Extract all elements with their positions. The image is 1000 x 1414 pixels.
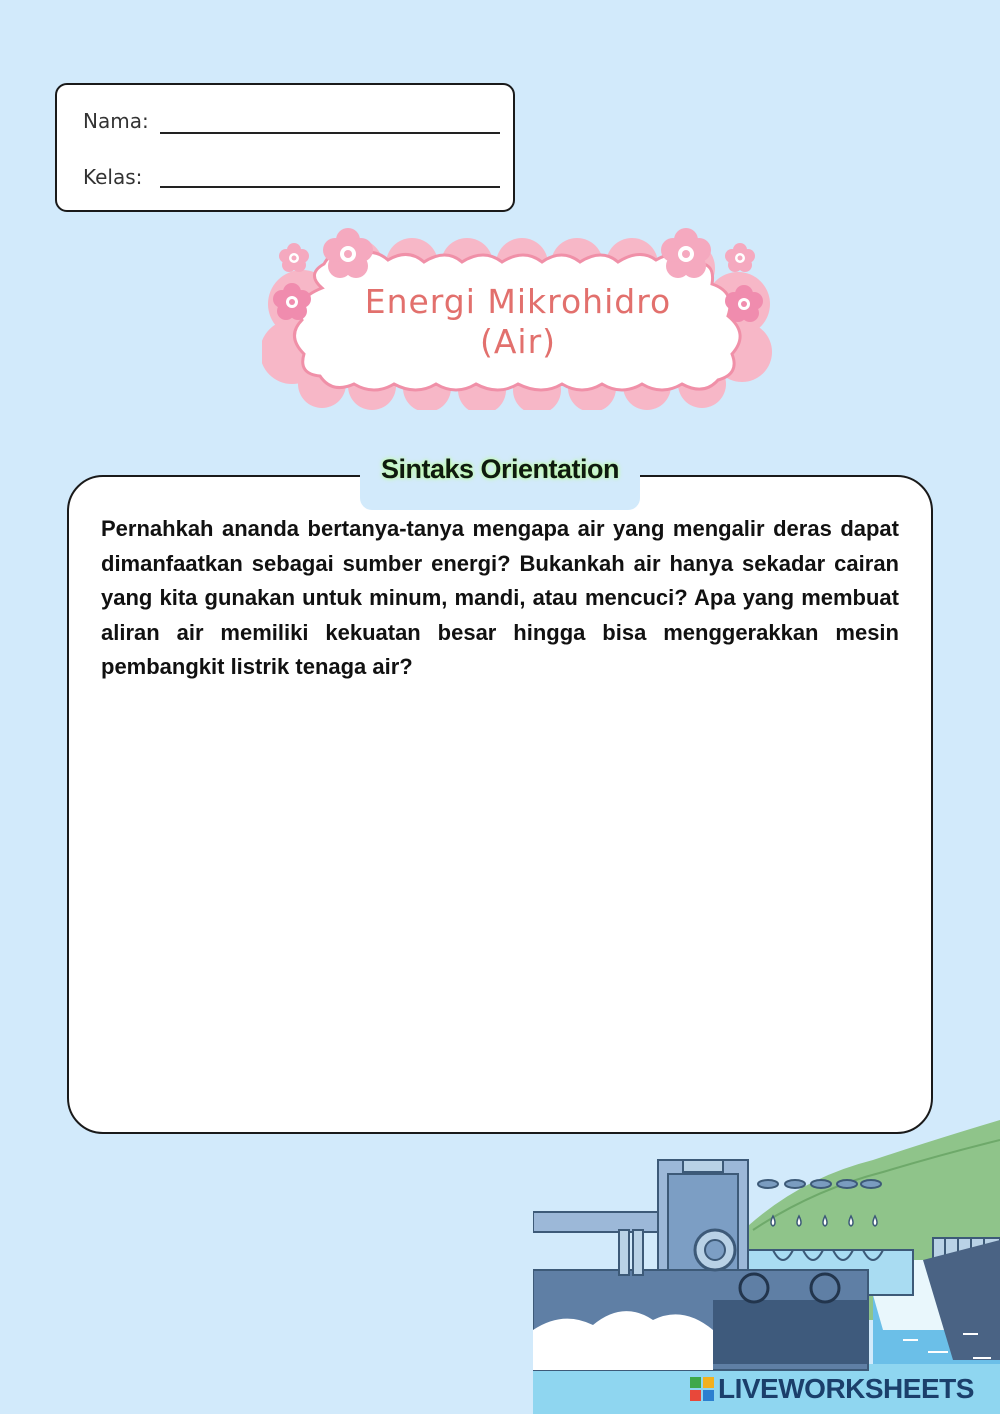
name-input-line[interactable] — [160, 132, 500, 134]
student-info-box — [55, 83, 515, 212]
section-heading: Sintaks Orientation — [380, 454, 620, 484]
brand-name: LIVEWORKSHEETS — [718, 1373, 974, 1404]
class-label: Kelas: — [83, 165, 143, 189]
name-label: Nama: — [83, 109, 149, 133]
orientation-paragraph: Pernahkah ananda bertanya-tanya mengapa air yang mengalir deras dapat dimanfaatkan sebagai sumber energi? Bukankah air hanya sekadar cairan yang kita gunakan untuk minum, mandi, atau mencuci? Apa yang membuat aliran air memiliki kekuatan besar hingga bisa menggerakkan mesin pembangkit listrik tenaga air? — [101, 516, 899, 679]
title-line-1: Energi Mikrohidro — [364, 282, 672, 321]
title-line-2: (Air) — [479, 322, 557, 361]
liveworksheets-brand[interactable] — [690, 1372, 974, 1406]
worksheet-title — [322, 282, 714, 362]
hydropower-plant-illustration — [533, 1120, 1000, 1414]
class-input-line[interactable] — [160, 186, 500, 188]
title-banner — [262, 224, 774, 410]
liveworksheets-logo-icon — [690, 1377, 714, 1401]
